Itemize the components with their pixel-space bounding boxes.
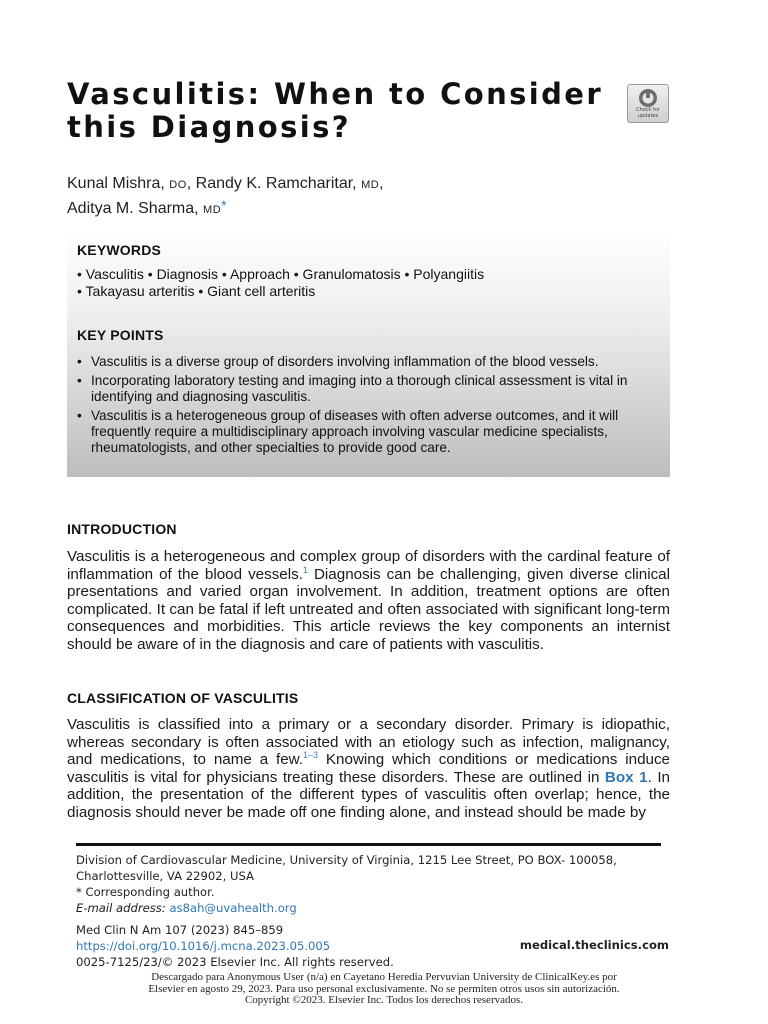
author-1-degree: DO — [169, 179, 187, 191]
affiliation-block — [76, 852, 676, 916]
key-points-list — [77, 354, 660, 459]
author-2-degree: MD — [361, 179, 380, 191]
reference-link-1-3[interactable]: 1–3 — [303, 750, 319, 760]
classification-heading: CLASSIFICATION OF VASCULITIS — [67, 690, 299, 706]
keywords-line-2: • Takayasu arteritis • Giant cell arteritis — [77, 283, 316, 299]
classification-paragraph — [67, 716, 670, 821]
author-3-name: Aditya M. Sharma, — [67, 200, 204, 217]
author-2-name: , Randy K. Ramcharitar, — [186, 175, 362, 192]
email-line — [76, 900, 676, 916]
intro-text-2: Diagnosis can be challenging, given diverse clinical presentations and varied organ involvement. In addition, treatment options are often complicated. It can be fatal if left untreated and often associated with significant long-term consequences and morbidities. This article reviews the key components an internist should be aware of in the diagnosis and care of patients with vasculitis. — [67, 565, 670, 653]
introduction-paragraph — [67, 548, 670, 653]
affiliation-line-2: Charlottesville, VA 22902, USA — [76, 869, 254, 883]
badge-text-line-2: updates — [637, 112, 659, 119]
article-title — [67, 78, 607, 144]
doi-link[interactable]: https://doi.org/10.1016/j.mcna.2023.05.005 — [76, 939, 331, 953]
email-label: E-mail address: — [76, 901, 166, 915]
journal-citation: Med Clin N Am 107 (2023) 845–859 — [76, 923, 284, 937]
intro-text-1: Vasculitis is a heterogeneous and complex group of disorders with the cardinal feature of inflammation of the blood vessels. — [67, 548, 670, 583]
corresponding-author-marker[interactable]: * — [221, 197, 227, 213]
author-1-name: Kunal Mishra, — [67, 175, 170, 192]
journal-info — [76, 922, 394, 970]
affiliation-line-1: Division of Cardiovascular Medicine, University of Virginia, 1215 Lee Street, PO BOX- 100058, — [76, 853, 617, 867]
key-point-item: • Vasculitis is a heterogeneous group of diseases with often adverse outcomes, and it will frequently require a multidisciplinary approach involving vascular medicine specialists, rheumatologists, and other specialties to provide good care. — [77, 408, 660, 456]
box-1-link[interactable]: Box 1 — [604, 768, 648, 786]
badge-text-line-1: Check for — [636, 107, 660, 113]
journal-website[interactable]: medical.theclinics.com — [519, 938, 669, 952]
reference-link-1[interactable]: 1 — [302, 564, 308, 575]
author-list — [67, 174, 384, 220]
keywords-line-1: • Vasculitis • Diagnosis • Approach • Granulomatosis • Polyangiitis — [77, 266, 485, 282]
author-separator: , — [379, 175, 384, 192]
author-line-1 — [67, 174, 384, 195]
keywords-heading: KEYWORDS — [77, 242, 162, 258]
download-notice: Descargado para Anonymous User (n/a) en Cayetano Heredia Pervuvian University de ClinicalKey.es por Elsevier en agosto 29, 2023. Para uso personal exclusivamente. No se permiten otros usos sin autorización. Copyright ©2023. Elsevier Inc. Todos los derechos reservados. — [148, 971, 620, 1006]
title-line-1: Vasculitis: When to Consider — [67, 77, 604, 111]
introduction-heading: INTRODUCTION — [67, 521, 177, 537]
class-text-3: . In addition, the presentation of the different types of vasculitis often overlap; hence, the diagnosis should never be made off one finding alone, and instead should be made by — [67, 768, 671, 821]
class-text-2: Knowing which conditions or medications induce vasculitis is vital for physicians treating these disorders. These are outlined in — [67, 751, 670, 786]
key-points-heading: KEY POINTS — [77, 327, 164, 343]
check-for-updates-icon — [637, 88, 659, 108]
class-text-1: Vasculitis is classified into a primary or a secondary disorder. Primary is idiopathic, whereas secondary is often associated with an etiology such as infection, malignancy, and medications, to name a few. — [67, 716, 670, 768]
footnote-divider — [76, 843, 661, 846]
author-3-degree: MD — [203, 204, 222, 216]
copyright-line: 0025-7125/23/© 2023 Elsevier Inc. All rights reserved. — [76, 955, 394, 969]
email-link[interactable]: as8ah@uvahealth.org — [169, 901, 297, 915]
author-line-2 — [67, 195, 384, 220]
check-for-updates-badge[interactable] — [627, 84, 669, 123]
title-line-2: this Diagnosis? — [67, 110, 352, 144]
keywords-keypoints-box — [67, 232, 670, 477]
corresponding-author-note: * Corresponding author. — [76, 885, 215, 899]
key-point-item: • Incorporating laboratory testing and imaging into a thorough clinical assessment is vital in identifying and diagnosing vasculitis. — [77, 373, 660, 405]
key-point-item: • Vasculitis is a diverse group of disorders involving inflammation of the blood vessels. — [77, 354, 660, 370]
